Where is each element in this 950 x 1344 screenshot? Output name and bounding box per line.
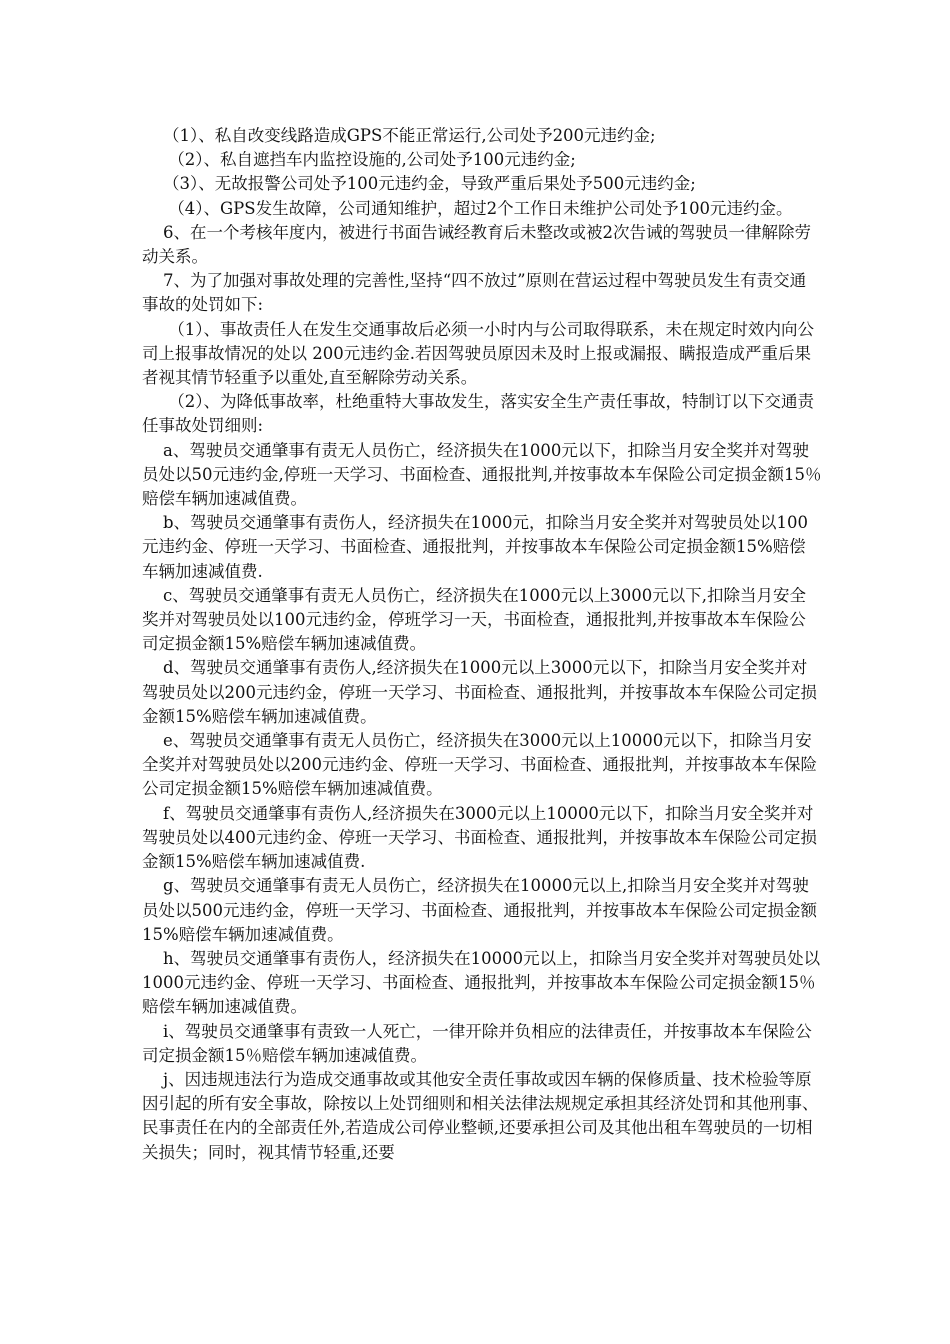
paragraph-rule-c: c、驾驶员交通肇事有责无人员伤亡，经济损失在1000元以上3000元以下,扣除当月安全奖并对驾驶员处以100元违约金，停班学习一天，书面检查，通报批判,并按事故本车保险公司定损金额15%赔偿车辆加速减值费。 bbox=[142, 585, 806, 654]
paragraph-rule-a: a、驾驶员交通肇事有责无人员伤亡，经济损失在1000元以下，扣除当月安全奖并对驾驶员处以50元违约金,停班一天学习、书面检查、通报批判,并按事故本车保险公司定损金额15％赔偿车辆加速减值费。 bbox=[142, 440, 822, 509]
paragraph-item-6: 6、在一个考核年度内，被进行书面告诫经教育后未整改或被2次告诫的驾驶员一律解除劳动关系。 bbox=[142, 222, 811, 267]
document-body bbox=[142, 124, 822, 1165]
paragraph-gps-4: （4）、GPS发生故障，公司通知维护，超过2个工作日未维护公司处予100元违约金。 bbox=[142, 198, 793, 218]
paragraph-gps-1: （1）、私自改变线路造成GPS不能正常运行,公司处予200元违约金; bbox=[142, 126, 656, 145]
paragraph-gps-3: （3）、无故报警公司处予100元违约金，导致严重后果处予500元违约金; bbox=[142, 174, 696, 194]
paragraph-rule-d: d、驾驶员交通肇事有责伤人,经济损失在1000元以上3000元以下，扣除当月安全奖并对驾驶员处以200元违约金，停班一天学习、书面检查、通报批判，并按事故本车保险公司定损金额15%赔偿车辆加速减值费。 bbox=[142, 658, 817, 726]
paragraph-item-7: 7、为了加强对事故处理的完善性,坚持“四不放过”原则在营运过程中驾驶员发生有责交通事故的处罚如下: bbox=[142, 271, 807, 315]
paragraph-rule-f: f、驾驶员交通肇事有责伤人,经济损失在3000元以上10000元以下，扣除当月安全奖并对驾驶员处以400元违约金、停班一天学习、书面检查、通报批判，并按事故本车保险公司定损金额15%赔偿车辆加速减值费. bbox=[142, 803, 817, 872]
paragraph-rule-h: h、驾驶员交通肇事有责伤人，经济损失在10000元以上，扣除当月安全奖并对驾驶员处以1000元违约金、停班一天学习、书面检查、通报批判，并按事故本车保险公司定损金额15％赔偿车辆加速减值费。 bbox=[142, 948, 821, 1017]
paragraph-accident-1: （1）、事故责任人在发生交通事故后必须一小时内与公司取得联系，未在规定时效内向公司上报事故情况的处以 200元违约金.若因驾驶员原因未及时上报或漏报、瞒报造成严重后果者视其情节轻重予以重处,直至解除劳动关系。 bbox=[142, 319, 814, 388]
paragraph-rule-e: e、驾驶员交通肇事有责无人员伤亡，经济损失在3000元以上10000元以下，扣除当月安全奖并对驾驶员处以200元违约金、停班一天学习、书面检查、通报批判，并按事故本车保险公司定损金额15%赔偿车辆加速减值费。 bbox=[142, 731, 817, 799]
paragraph-rule-i: i、驾驶员交通肇事有责致一人死亡，一律开除并负相应的法律责任，并按事故本车保险公司定损金额15％赔偿车辆加速减值费。 bbox=[142, 1021, 812, 1065]
paragraph-rule-b: b、驾驶员交通肇事有责伤人，经济损失在1000元，扣除当月安全奖并对驾驶员处以100元违约金、停班一天学习、书面检查、通报批判，并按事故本车保险公司定损金额15%赔偿车辆加速减值费. bbox=[142, 513, 809, 581]
paragraph-rule-j: j、因违规违法行为造成交通事故或其他安全责任事故或因车辆的保修质量、技术检验等原因引起的所有安全事故，除按以上处罚细则和相关法律法规规定承担其经济处罚和其他刑事、民事责任在内的全部责任外,若造成公司停业整顿,还要承担公司及其他出租车驾驶员的一切相关损失；同时，视其情节轻重,还要 bbox=[142, 1069, 819, 1162]
paragraph-rule-g: g、驾驶员交通肇事有责无人员伤亡，经济损失在10000元以上,扣除当月安全奖并对驾驶员处以500元违约金，停班一天学习、书面检查、通报批判，并按事故本车保险公司定损金额15%赔偿车辆加速减值费。 bbox=[142, 876, 817, 944]
paragraph-gps-2: （2）、私自遮挡车内监控设施的,公司处予100元违约金; bbox=[142, 150, 576, 170]
paragraph-accident-2: （2）、为降低事故率，杜绝重特大事故发生，落实安全生产责任事故，特制订以下交通责任事故处罚细则: bbox=[142, 392, 814, 436]
